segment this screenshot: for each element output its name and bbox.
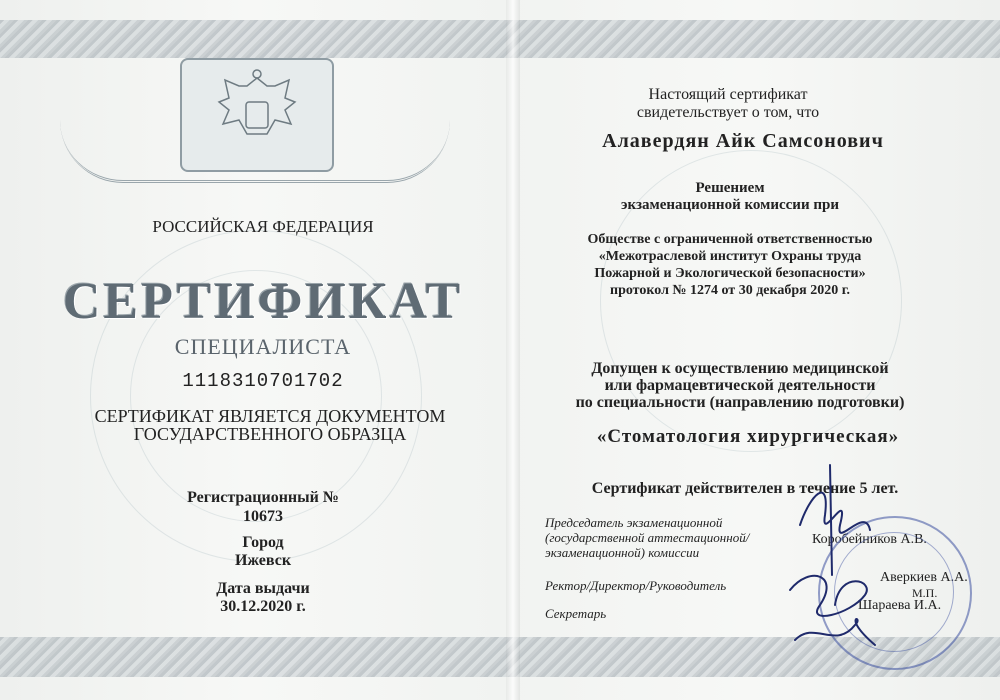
validity-text: Сертификат действителен в течение 5 лет.: [591, 480, 899, 497]
specialty-name: «Стоматология хирургическая»: [596, 426, 900, 447]
admission-line-2: или фармацевтической деятельности: [604, 377, 876, 394]
decision-line-1: Решением: [695, 180, 765, 196]
signatures-image: [780, 455, 900, 655]
rector-name: Аверкиев А.А.: [880, 570, 968, 585]
decision-line-2: экзаменационной комиссии при: [621, 197, 839, 213]
chair-label-2: (государственной аттестационной/: [545, 530, 750, 545]
admission-line-3: по специальности (направлению подготовки): [575, 394, 905, 411]
holder-name: Алавердян Айк Самсонович: [602, 130, 884, 152]
country-name: РОССИЙСКАЯ ФЕДЕРАЦИЯ: [152, 217, 374, 236]
chair-label-1: Председатель экзаменационной: [545, 515, 723, 530]
city-label: Город: [242, 534, 284, 551]
secretary-label: Секретарь: [545, 606, 607, 621]
org-line-1: Обществе с ограниченной ответственностью: [587, 232, 873, 247]
certificate-number: 1118310701702: [182, 370, 344, 392]
city-value: Ижевск: [234, 552, 292, 569]
chair-label-3: экзаменационной) комиссии: [545, 545, 700, 560]
stamp-place-mark: М.П.: [912, 586, 938, 600]
status-line-1: СЕРТИФИКАТ ЯВЛЯЕТСЯ ДОКУМЕНТОМ: [94, 406, 446, 426]
issue-date-value: 30.12.2020 г.: [220, 598, 306, 615]
emblem-frame: [180, 58, 334, 172]
certificate-subtitle: СПЕЦИАЛИСТА: [174, 334, 352, 359]
intro-line-2: свидетельствует о том, что: [636, 104, 820, 121]
chair-name: Коробейников А.В.: [812, 532, 927, 547]
org-line-2: «Межотраслевой институт Охраны труда: [598, 249, 862, 264]
registration-value: 10673: [243, 508, 283, 525]
protocol-line: протокол № 1274 от 30 декабря 2020 г.: [610, 283, 850, 298]
certificate-title: СЕРТИФИКАТ: [62, 273, 464, 330]
registration-label: Регистрационный №: [187, 489, 339, 506]
issue-date-label: Дата выдачи: [216, 580, 310, 597]
rector-label: Ректор/Директор/Руководитель: [545, 578, 727, 593]
top-security-band: [0, 20, 1000, 58]
coat-of-arms-icon: [182, 60, 332, 170]
org-line-3: Пожарной и Экологической безопасности»: [594, 266, 866, 281]
admission-line-1: Допущен к осуществлению медицинской: [591, 360, 889, 377]
secretary-name: Шараева И.А.: [858, 598, 942, 613]
center-fold: [506, 0, 520, 700]
intro-line-1: Настоящий сертификат: [648, 86, 808, 103]
status-line-2: ГОСУДАРСТВЕННОГО ОБРАЗЦА: [133, 424, 407, 444]
